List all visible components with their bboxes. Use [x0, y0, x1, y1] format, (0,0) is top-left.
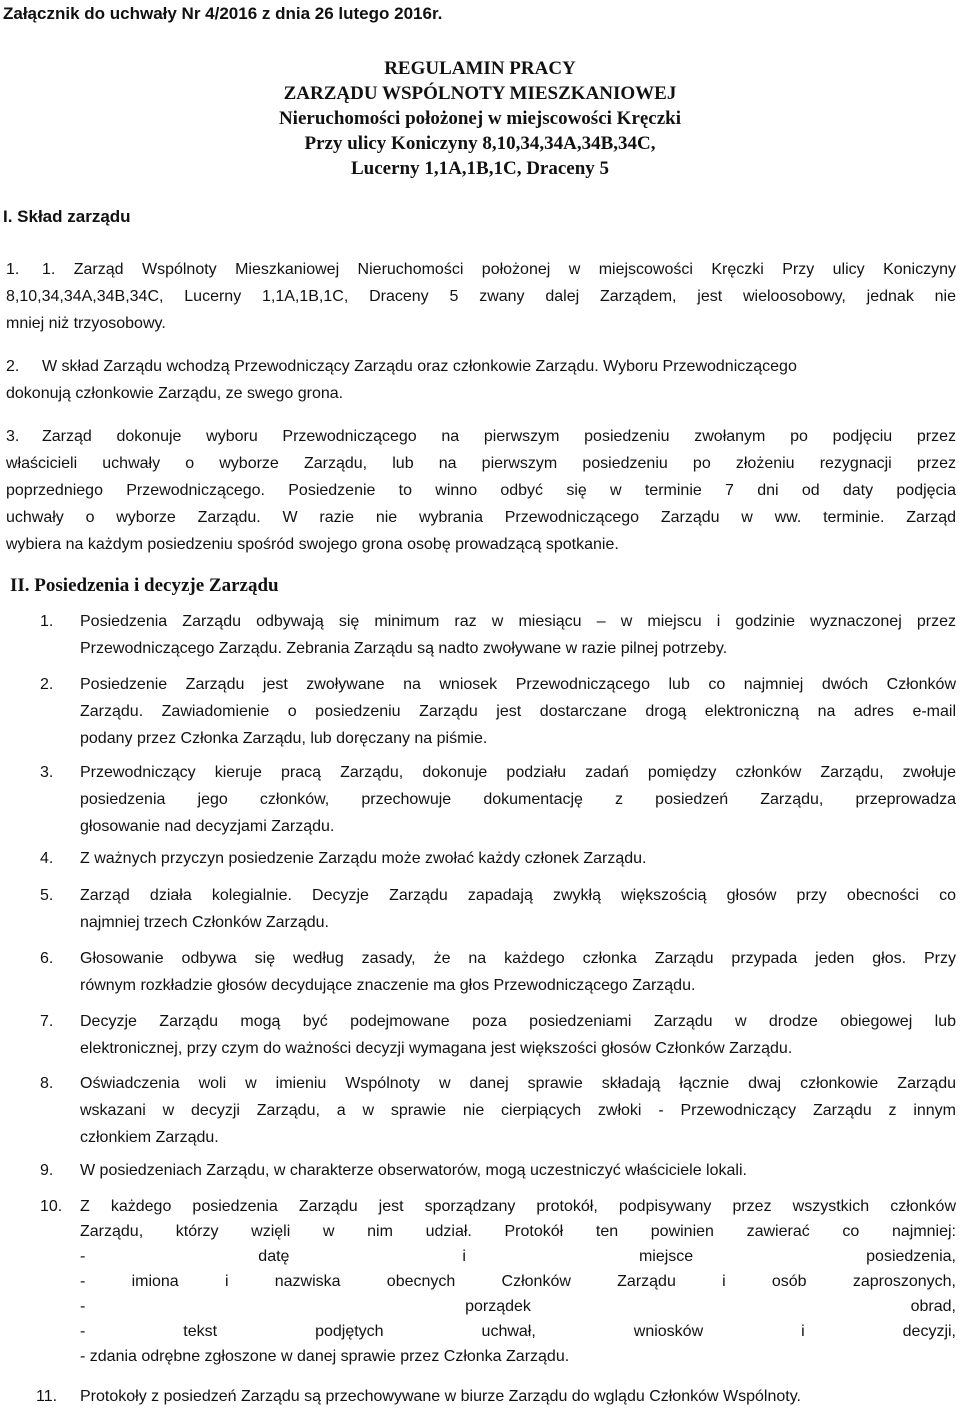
item-number: 7. — [40, 1013, 54, 1030]
item-number: 11. — [36, 1388, 58, 1405]
list-entry: - tekst podjętych uchwał, wniosków i decyzji, — [80, 1323, 956, 1340]
section-2-item-5 — [40, 882, 956, 936]
title-line: Nieruchomości położonej w miejscowości Kręczki — [278, 108, 682, 129]
list-entry: - imiona i nazwiska obecnych Członków Zarządu i osób zaproszonych, — [80, 1273, 956, 1290]
item-text — [80, 1008, 956, 1062]
text-line: Przewodniczący kieruje pracą Zarządu, dokonuje podziału zadań pomiędzy członków Zarządu, zwołuje — [80, 764, 956, 781]
item-text — [80, 1070, 956, 1151]
text-line: Zarząd działa kolegialnie. Decyzje Zarządu zapadają zwykłą większością głosów przy obecności co — [80, 887, 956, 904]
title-line: ZARZĄDU WSPÓLNOTY MIESZKANIOWEJ — [283, 83, 677, 104]
item-number: 6. — [40, 950, 54, 967]
text-line: Przewodniczącego Zarządu. Zebrania Zarządu są nadto zwoływane w razie pilnej potrzeby. — [80, 640, 728, 657]
item-number: 2. — [40, 676, 54, 693]
title-line: Przy ulicy Koniczyny 8,10,34,34A,34B,34C, — [304, 133, 656, 154]
item-number: 9. — [40, 1162, 54, 1179]
text-line: Decyzje Zarządu mogą być podejmowane poza posiedzeniami Zarządu w drodze obiegowej lub — [80, 1013, 956, 1030]
document-title — [0, 56, 960, 181]
item-number: 2. — [6, 358, 20, 375]
title-line: REGULAMIN PRACY — [384, 58, 576, 79]
list-entry: - datę i miejsce posiedzenia, — [80, 1248, 956, 1265]
item-text — [80, 882, 956, 936]
item-text — [80, 1383, 956, 1410]
section-2-item-2 — [40, 671, 956, 752]
text-line: Posiedzenia Zarządu odbywają się minimum raz w miesiącu – w miejscu i godzinie wyznaczonej przez — [80, 613, 956, 630]
attachment-header: Załącznik do uchwały Nr 4/2016 z dnia 26 lutego 2016r. — [3, 4, 443, 23]
section-2-item-9 — [40, 1157, 956, 1184]
section-1-item-3 — [6, 423, 956, 558]
section-1-item-2 — [6, 353, 956, 407]
section-1-item-1 — [6, 256, 956, 337]
text-line: W posiedzeniach Zarządu, w charakterze obserwatorów, mogą uczestniczyć właściciele lokali. — [80, 1162, 747, 1179]
text-line: Zarząd dokonuje wyboru Przewodniczącego na pierwszym posiedzeniu zwołanym po podjęciu przez — [42, 428, 956, 445]
text-line: poprzedniego Przewodniczącego. Posiedzenie to winno odbyć się w terminie 7 dni od daty podjęcia — [6, 482, 956, 499]
item-number: 1. — [6, 261, 20, 278]
section-2-item-4 — [40, 845, 956, 872]
item-number: 3. — [40, 764, 54, 781]
text-line: dokonują członkowie Zarządu, ze swego grona. — [6, 385, 344, 402]
section-1-heading: I. Skład zarządu — [3, 207, 131, 226]
item-text — [6, 423, 956, 558]
item-text — [6, 353, 956, 407]
item-number: 3. — [6, 428, 20, 445]
list-entry: - porządek obrad, — [80, 1298, 956, 1315]
text-line: posiedzenia jego członków, przechowuje dokumentację z posiedzeń Zarządu, przeprowadza — [80, 791, 956, 808]
item-text — [80, 759, 956, 840]
item-text — [80, 671, 956, 752]
text-line: właścicieli uchwały o wyborze Zarządu, lub na pierwszym posiedzeniu po złożeniu rezygnacji przez — [6, 455, 956, 472]
item-number: 4. — [40, 850, 54, 867]
section-2-item-11 — [36, 1383, 956, 1410]
section-2-heading: II. Posiedzenia i decyzje Zarządu — [10, 575, 279, 596]
text-line: elektronicznej, przy czym do ważności decyzji wymagana jest większości głosów Członków Zarządu. — [80, 1040, 793, 1057]
text-line: równym rozkładzie głosów decydujące znaczenie ma głos Przewodniczącego Zarządu. — [80, 977, 696, 994]
section-2-item-10 — [40, 1194, 956, 1369]
item-number: 8. — [40, 1075, 54, 1092]
item-number: 5. — [40, 887, 54, 904]
text-line: mniej niż trzyosobowy. — [6, 315, 166, 332]
text-line: wskazani w decyzji Zarządu, a w sprawie nie cierpiących zwłoki - Przewodniczący Zarządu z innym — [80, 1102, 956, 1119]
text-line: Protokoły z posiedzeń Zarządu są przechowywane w biurze Zarządu do wglądu Członków Wspólnoty. — [80, 1388, 801, 1405]
title-line: Lucerny 1,1A,1B,1C, Draceny 5 — [350, 158, 610, 179]
text-line: głosowanie nad decyzjami Zarządu. — [80, 818, 335, 835]
text-line: W skład Zarządu wchodzą Przewodniczący Zarządu oraz członkowie Zarządu. Wyboru Przewodniczącego — [42, 358, 797, 375]
text-line: Oświadczenia woli w imieniu Wspólnoty w danej sprawie składają łącznie dwaj członkowie Zarządu — [80, 1075, 956, 1092]
text-line: Z każdego posiedzenia Zarządu jest sporządzany protokół, podpisywany przez wszystkich członków — [80, 1198, 956, 1215]
text-line: Zarządu. Zawiadomienie o posiedzeniu Zarządu jest dostarczane drogą elektroniczną na adres e-mail — [80, 703, 956, 720]
section-2-item-7 — [40, 1008, 956, 1062]
text-line: uchwały o wyborze Zarządu. W razie nie wybrania Przewodniczącego Zarządu w ww. terminie. Zarząd — [6, 509, 956, 526]
text-line: członkiem Zarządu. — [80, 1129, 219, 1146]
item-text — [80, 608, 956, 662]
item-text — [6, 256, 956, 337]
text-line: podany przez Członka Zarządu, lub doręczany na piśmie. — [80, 730, 488, 747]
section-2-item-3 — [40, 759, 956, 840]
text-line: Zarządu, którzy wzięli w nim udział. Protokół ten powinien zawierać co najmniej: — [80, 1223, 956, 1240]
text-line: najmniej trzech Członków Zarządu. — [80, 914, 329, 931]
item-text — [80, 845, 956, 872]
item-text — [80, 1157, 956, 1184]
text-line: Z ważnych przyczyn posiedzenie Zarządu może zwołać każdy członek Zarządu. — [80, 850, 647, 867]
section-2-item-8 — [40, 1070, 956, 1151]
item-number: 1. — [40, 613, 54, 630]
section-2-item-6 — [40, 945, 956, 999]
text-line: Głosowanie odbywa się według zasady, że na każdego członka Zarządu przypada jeden głos. Przy — [80, 950, 956, 967]
item-text — [80, 1194, 956, 1369]
text-line: wybiera na każdym posiedzeniu spośród swojego grona osobę prowadzącą spotkanie. — [6, 536, 619, 553]
text-line: Posiedzenie Zarządu jest zwoływane na wniosek Przewodniczącego lub co najmniej dwóch Członków — [80, 676, 956, 693]
item-text — [80, 945, 956, 999]
list-entry: - zdania odrębne zgłoszone w danej sprawie przez Członka Zarządu. — [80, 1348, 570, 1365]
text-line: 8,10,34,34A,34B,34C, Lucerny 1,1A,1B,1C, Draceny 5 zwany dalej Zarządem, jest wieloosobowy, jednak nie — [6, 288, 956, 305]
section-2-item-1 — [40, 608, 956, 662]
item-number: 10. — [40, 1198, 63, 1215]
text-line: 1. Zarząd Wspólnoty Mieszkaniowej Nieruchomości położonej w miejscowości Kręczki Przy ulicy Koniczyny — [42, 261, 956, 278]
